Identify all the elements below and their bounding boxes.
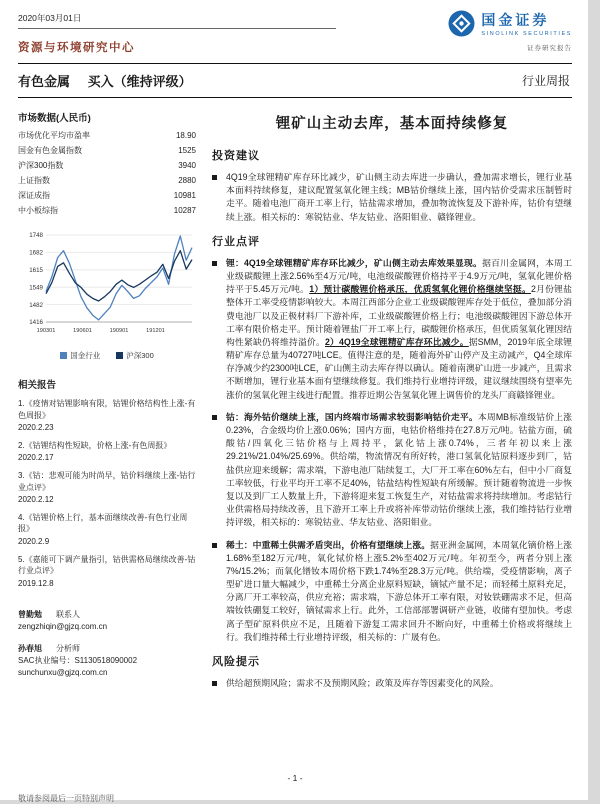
svg-text:1549: 1549 bbox=[29, 284, 43, 292]
market-data-title: 市场数据(人民币) bbox=[18, 113, 91, 124]
legend-label-gj: 国金行业 bbox=[70, 351, 101, 360]
related-report-item bbox=[18, 554, 196, 590]
report-title: 1.《疫情对钴锂影响有限，钴锂价格结构性上涨-有色周报》 bbox=[18, 399, 196, 420]
market-row bbox=[18, 143, 196, 158]
sinolink-logo-icon bbox=[448, 10, 475, 37]
section-heading-comments: 行业点评 bbox=[212, 235, 260, 248]
research-center: 资源与环境研究中心 bbox=[18, 42, 135, 54]
cobalt-lead: 钴：海外钴价继续上涨，国内终端市场需求较弱影响钴价走平。 bbox=[226, 411, 478, 422]
contact-role: 联系人 bbox=[56, 610, 80, 620]
report-item-date: 2020.2.12 bbox=[18, 495, 54, 505]
rating-badge: 买入（维持评级） bbox=[87, 74, 192, 89]
contact-item bbox=[18, 643, 196, 679]
bullet-square-icon bbox=[212, 261, 217, 266]
footer-disclaimer: 敬请参阅最后一页特别声明 bbox=[18, 794, 114, 803]
report-item-date: 2019.12.8 bbox=[18, 578, 54, 588]
contact-item bbox=[18, 609, 196, 633]
related-report-item bbox=[18, 470, 196, 506]
header-divider-bottom bbox=[18, 97, 572, 98]
related-reports-title: 相关报告 bbox=[18, 380, 57, 391]
svg-text:1482: 1482 bbox=[29, 301, 43, 309]
contact-role: 分析师 bbox=[56, 644, 80, 654]
market-label: 深证成指 bbox=[18, 191, 50, 200]
bullet-square-icon bbox=[212, 543, 217, 548]
cobalt-paragraph: 钴：海外钴价继续上涨，国内终端市场需求较弱影响钴价走平。本周MB标准级钴价上涨0.23%，合金级均价上涨0.06%；国内方面，电钴价格维持在27.8万元/吨。钴盐方面，硫酸钴/四氧化三钴价格与上周持平，氯化钴上涨0.74%，三者年初以来上涨29.21%/21.04%/25.69%。供给端，物流情况有所好转，港口氢氧化钴原料逐步到厂，钴盐供应迎来缓解；需求端，下游电池厂陆续复工，大厂开工率在60%左右，但中小厂商复工率较低，行业平均开工率不足40%，钴盐结构性短缺有所缓解。预计随着物流进一步恢复以及到厂工人数量上升，下游将迎来复工恢复生产，对钴盐需求将持续增加。考虑钴行业供需格局持续改善，且下游开工率上升或将补库带动钴价继续上涨，我们维持钴行业增持评级，相关标的：寒锐钴业、华友钴业、洛阳钼业。 bbox=[212, 411, 572, 530]
market-row bbox=[18, 158, 196, 173]
rare-earth-lead: 稀土：中重稀土供需矛盾突出，价格有望继续上涨。 bbox=[226, 539, 431, 550]
market-value: 18.90 bbox=[175, 131, 196, 140]
contact-email-link[interactable]: sunchunxu@gjzq.com.cn bbox=[18, 668, 108, 678]
brand-subtitle: SINOLINK SECURITIES bbox=[481, 31, 572, 37]
svg-text:190901: 190901 bbox=[109, 328, 129, 334]
related-report-item bbox=[18, 440, 196, 464]
market-value: 1525 bbox=[178, 146, 196, 155]
market-value: 2880 bbox=[178, 176, 196, 185]
market-value: 3940 bbox=[178, 161, 196, 170]
bullet-square-icon bbox=[212, 175, 217, 180]
report-title: 2.《钴锂结构性短缺，价格上涨-有色周报》 bbox=[18, 440, 172, 450]
market-row bbox=[18, 203, 196, 218]
sector-name: 有色金属 bbox=[18, 74, 71, 89]
report-header bbox=[18, 10, 572, 55]
report-title: 4.《钴锂价格上行，基本面继续改善-有色行业周报》 bbox=[18, 512, 188, 534]
svg-text:1615: 1615 bbox=[29, 267, 43, 275]
related-report-item bbox=[18, 512, 196, 548]
contact-sac-number: SAC执业编号：S1130518090002 bbox=[18, 656, 138, 666]
svg-text:1682: 1682 bbox=[29, 249, 43, 257]
market-label: 沪深300指数 bbox=[18, 161, 64, 170]
svg-text:191201: 191201 bbox=[146, 328, 165, 334]
page-number: - 1 - bbox=[287, 773, 303, 783]
market-label: 市场优化平均市盈率 bbox=[18, 131, 90, 140]
market-row bbox=[18, 128, 196, 143]
market-value: 10981 bbox=[173, 191, 196, 200]
brand-name: 国金证券 bbox=[481, 12, 550, 28]
market-row bbox=[18, 188, 196, 203]
report-item-date: 2020.2.23 bbox=[18, 423, 54, 433]
sidebar bbox=[18, 110, 196, 765]
rare-earth-paragraph: 稀土：中重稀土供需矛盾突出，价格有望继续上涨。据亚洲金属网，本周氧化镝价格上涨1.68%至182万元/吨，氧化铽价格上涨5.2%至402万元/吨。年初至今，两者分别上涨7%/15.2%；而氧化镨钕本周价格下跌1.74%至28.3万元/吨。供给端，受疫情影响，离子型矿进口量大幅减少，中重稀土分离企业原料短缺，镝铽产量不足；而轻稀土原料充足，分离厂开工率较高，供应充裕；需求端，下游总体开工率有限，对钕铁硼需求不足，但高端钕铁硼复工较好，镝铽需求上行。此外，工信部部署调研产业链，收储有望加快。考虑离子型矿原料供应不足，且随着下游复工需求回升不断向好，中重稀土价格或将继续上行。我们维持稀土行业增持评级，相关标的：广晟有色。 bbox=[212, 539, 572, 645]
market-value: 10287 bbox=[173, 206, 196, 215]
brand-block bbox=[448, 10, 572, 52]
sector-title-row bbox=[18, 64, 572, 97]
report-category: 证券研究报告 bbox=[527, 45, 572, 52]
market-row bbox=[18, 173, 196, 188]
related-report-item bbox=[18, 398, 196, 434]
risk-paragraph: 供给超预期风险；需求不及预期风险；政策及库存等因素变化的风险。 bbox=[212, 677, 572, 690]
bullet-square-icon bbox=[212, 415, 217, 420]
bullet-square-icon bbox=[212, 681, 217, 686]
contact-name: 孙春旭 bbox=[18, 644, 42, 654]
svg-text:1416: 1416 bbox=[29, 319, 43, 327]
report-date: 2020年03月01日 bbox=[18, 12, 336, 29]
index-chart bbox=[18, 230, 196, 361]
svg-text:1748: 1748 bbox=[29, 232, 43, 240]
page-edge bbox=[588, 0, 600, 800]
lithium-paragraph: 锂：4Q19全球锂精矿库存环比减少，矿山侧主动去库效果显现。据百川金属网，本周工业级碳酸锂上涨2.56%至4万元/吨，电池级碳酸锂价格持平于4.9万元/吨，氢氧化锂价格持平于5.45万元/吨。1）预计碳酸锂价格承压，优质氢氧化锂价格继续坚挺。2月份锂盐整体开工率受疫情影响较大。本周江西部分企业工业级碳酸锂库存处于低位，叠加部分消费电池厂以及正极材料厂下游补库，工业级碳酸锂价格上行；电池级碳酸锂因下游总体开工率有限价格走平。预计随着锂盐厂开工率上行，碳酸锂价格承压，但优质氢氧化锂因结构性紧缺仍将维持溢价。2）4Q19全球锂精矿库存环比减少。据SMM，2019年底全球锂精矿库存总量为40727吨LCE。值得注意的是，随着海外矿山停产及主动减产，Q4全球库存净减少约2300吨LCE，矿山侧主动去库存得以确认。随着南澳矿山进一步减产，且需求不断增加，锂行业基本面有望继续修复。我们维持行业增持评级，建议继续围绕有望率先涨价的氢氧化锂主线进行配置。推荐近期公告氢氧化锂上调售价的龙头厂商赣锋锂业。 bbox=[212, 257, 572, 402]
main-content bbox=[212, 110, 572, 765]
contacts-block bbox=[18, 609, 196, 679]
page-title: 锂矿山主动去库，基本面持续修复 bbox=[275, 116, 509, 132]
section-heading-risk: 风险提示 bbox=[212, 656, 260, 668]
report-type: 行业周报 bbox=[521, 74, 570, 88]
report-title: 3.《钴：悲观可能为时尚早，钴价料继续上涨-钴行业点评》 bbox=[18, 470, 196, 492]
market-label: 中小板综指 bbox=[18, 206, 58, 215]
body-columns bbox=[18, 110, 572, 765]
market-label: 国金有色金属指数 bbox=[18, 146, 82, 155]
market-chart-svg bbox=[18, 230, 196, 342]
lithium-point-1: 1）预计碳酸锂价格承压，优质氢氧化锂价格继续坚挺。 bbox=[309, 284, 531, 295]
chart-legend bbox=[18, 350, 196, 361]
report-item-date: 2020.2.17 bbox=[18, 453, 54, 463]
report-item-date: 2020.2.9 bbox=[18, 536, 50, 546]
market-label: 上证指数 bbox=[18, 176, 50, 185]
svg-text:190601: 190601 bbox=[73, 328, 92, 334]
lithium-lead: 锂：4Q19全球锂精矿库存环比减少，矿山侧主动去库效果显现。 bbox=[226, 257, 483, 268]
contact-email-link[interactable]: zengzhiqin@gjzq.com.cn bbox=[18, 622, 108, 632]
legend-label-hs300: 沪深300 bbox=[126, 351, 154, 360]
report-title: 5.《嘉能可下调产量指引，钴供需格局继续改善-钴行业点评》 bbox=[18, 554, 196, 576]
svg-text:190301: 190301 bbox=[36, 328, 56, 334]
page-footer bbox=[18, 765, 572, 803]
investment-paragraph: 4Q19全球锂精矿库存环比减少，矿山侧主动去库进一步确认，叠加需求增长，锂行业基本面料持续修复，建议配置氢氧化锂主线；MB钴价继续上涨，国内钴价受需求压制暂时走平。随着电池厂商开工率上行，钴盐需求增加，叠加物流恢复及下游补库，钴价有望继续上涨。相关标的：寒锐钴业、华友钴业、洛阳钼业、赣锋锂业。 bbox=[212, 171, 572, 224]
legend-swatch-gj bbox=[60, 352, 67, 359]
legend-swatch-hs300 bbox=[116, 352, 123, 359]
section-heading-investment: 投资建议 bbox=[212, 150, 260, 162]
contact-name: 曾勤勉 bbox=[18, 610, 42, 620]
lithium-point-2: 2）4Q19全球锂精矿库存环比减少。 bbox=[324, 336, 469, 347]
